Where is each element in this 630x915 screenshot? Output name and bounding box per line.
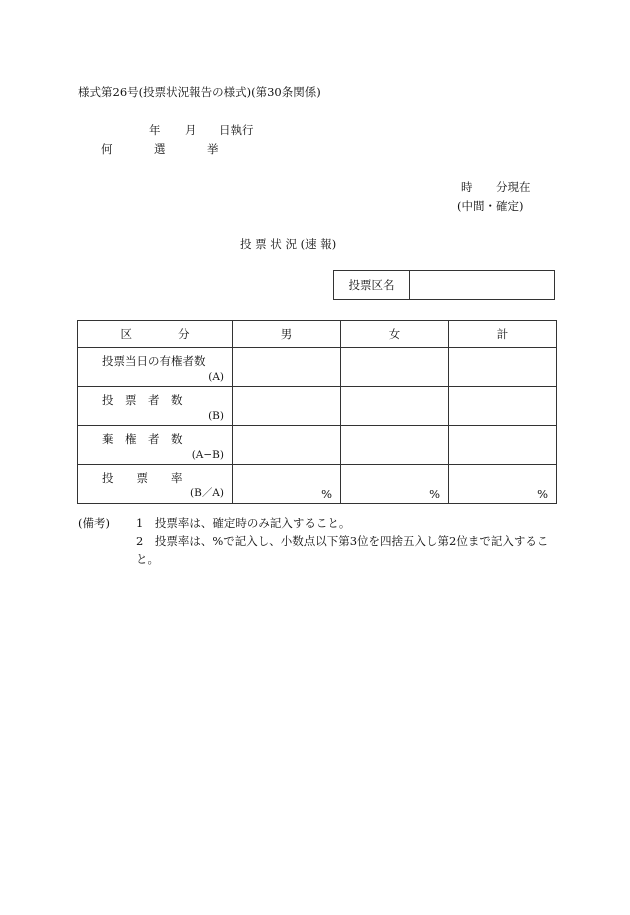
date-day-executed: 日執行 — [219, 123, 254, 137]
section-title: 投 票 状 況 (速 報) — [240, 237, 337, 251]
time-minute-now: 分現在 — [496, 180, 531, 194]
precinct-box — [333, 270, 555, 300]
status-interim-final: (中間・確定) — [457, 199, 524, 213]
precinct-label: 投票区名 — [334, 271, 410, 299]
male-cell[interactable] — [233, 348, 341, 387]
vote-status-table — [77, 320, 557, 504]
row-label-cell — [78, 426, 233, 465]
female-cell[interactable] — [341, 426, 449, 465]
table-row — [78, 348, 557, 387]
row-label: 投 票 率 — [102, 471, 183, 485]
note-item-2-continued: と。 — [136, 552, 159, 566]
election-char-2: 選 — [154, 142, 166, 156]
row-label-cell — [78, 348, 233, 387]
notes-label: (備考) — [78, 516, 110, 530]
header-total: 計 — [449, 321, 557, 348]
header-female: 女 — [341, 321, 449, 348]
total-cell[interactable] — [449, 426, 557, 465]
total-cell[interactable] — [449, 348, 557, 387]
row-label-cell — [78, 465, 233, 504]
note-item-1: 1 投票率は、確定時のみ記入すること。 — [136, 516, 351, 530]
election-char-3: 挙 — [207, 142, 219, 156]
percent-sign: % — [429, 487, 440, 501]
date-year: 年 — [149, 123, 161, 137]
table-header-row — [78, 321, 557, 348]
row-sub-label: (A) — [208, 371, 224, 383]
row-label: 投票当日の有権者数 — [102, 354, 206, 368]
form-title: 様式第26号(投票状況報告の様式)(第30条関係) — [78, 85, 321, 99]
male-cell[interactable] — [233, 387, 341, 426]
header-male: 男 — [233, 321, 341, 348]
note-item-2: 2 投票率は、%で記入し、小数点以下第3位を四捨五入し第2位まで記入するこ — [136, 534, 549, 548]
table-row — [78, 465, 557, 504]
row-label: 投 票 者 数 — [102, 393, 183, 407]
date-month: 月 — [185, 123, 197, 137]
table-row — [78, 387, 557, 426]
time-hour: 時 — [461, 180, 473, 194]
male-cell[interactable] — [233, 426, 341, 465]
precinct-field[interactable] — [410, 271, 554, 299]
percent-sign: % — [321, 487, 332, 501]
table-row — [78, 426, 557, 465]
election-char-1: 何 — [101, 142, 113, 156]
row-label-cell — [78, 387, 233, 426]
female-cell[interactable] — [341, 348, 449, 387]
percent-sign: % — [537, 487, 548, 501]
header-category: 区 分 — [78, 321, 233, 348]
row-sub-label: (B／A) — [190, 487, 224, 499]
female-cell[interactable] — [341, 465, 449, 504]
female-cell[interactable] — [341, 387, 449, 426]
row-sub-label: (B) — [208, 410, 224, 422]
row-label: 棄 権 者 数 — [102, 432, 183, 446]
male-cell[interactable] — [233, 465, 341, 504]
row-sub-label: (A−B) — [191, 449, 224, 461]
total-cell[interactable] — [449, 387, 557, 426]
total-cell[interactable] — [449, 465, 557, 504]
